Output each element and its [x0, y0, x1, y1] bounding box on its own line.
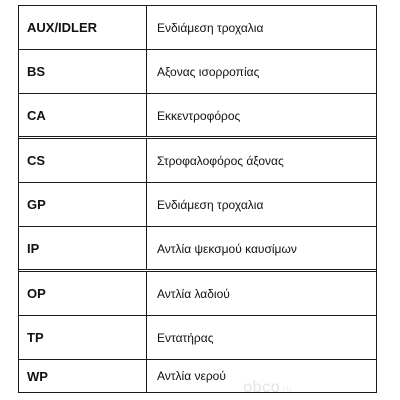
watermark-text: obco — [243, 379, 280, 396]
row-description: Ενδιάμεση τροχαλια — [157, 197, 264, 212]
watermark-suffix: .ru — [279, 384, 292, 394]
watermark-logo — [243, 379, 292, 397]
table-row — [19, 227, 376, 270]
table-row — [19, 50, 376, 93]
table-row — [19, 139, 376, 182]
abbreviation-table — [18, 5, 377, 393]
row-description: Αντλία λαδιού — [157, 286, 230, 301]
row-description: Αντλία ψεκσμού καυσίμων — [157, 241, 297, 256]
table-row — [19, 360, 376, 392]
table-row — [19, 6, 376, 49]
row-description: Ενδιάμεση τροχαλια — [157, 20, 264, 35]
table-row — [19, 94, 376, 137]
row-code: CA — [27, 108, 46, 123]
table-row — [19, 316, 376, 359]
row-description: Αντλία νερού — [157, 369, 226, 383]
row-code: GP — [27, 197, 46, 212]
row-code: IP — [27, 241, 40, 256]
row-code: AUX/IDLER — [27, 20, 98, 35]
row-description: Εντατήρας — [157, 330, 214, 345]
table-row — [19, 272, 376, 315]
row-description: Εκκεντροφόρος — [157, 108, 241, 123]
row-description: Αξονας ισορροπίας — [157, 64, 260, 79]
row-code: TP — [27, 330, 44, 345]
row-code: OP — [27, 286, 46, 301]
row-code: BS — [27, 64, 46, 79]
row-code: WP — [27, 368, 48, 384]
table-row — [19, 183, 376, 226]
row-code: CS — [27, 153, 46, 168]
row-description: Στροφαλοφόρος άξονας — [157, 153, 284, 168]
